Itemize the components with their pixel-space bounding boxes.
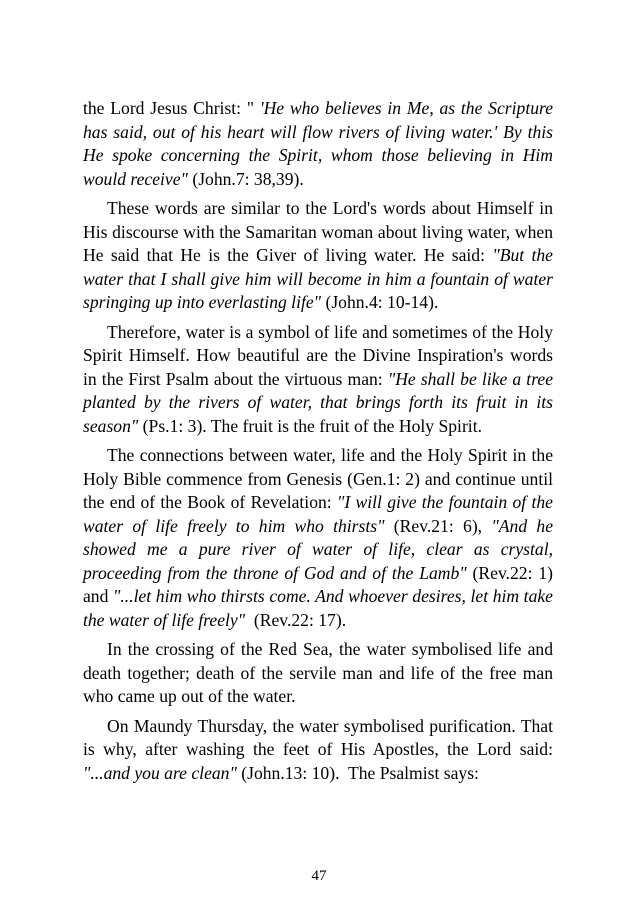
reference-citation: (Rev.22: 17). [245, 609, 347, 630]
text-segment: In the crossing of the Red Sea, the water symbolised life and death together; death of the servile man and life of the free man who came up out of the water. [83, 639, 553, 706]
paragraph-1 [83, 97, 553, 191]
text-segment: The connections between water, life and the Holy Spirit in the Holy Bible commence from Genesis (Gen.1: 2) and continue until the end of the Book of Revelation: [83, 445, 553, 512]
text-segment: (Ps.1: 3). The fruit is the fruit of the Holy Spirit. [138, 415, 482, 436]
scripture-quote: "But the water that I shall give him will become in him a fountain of water springing up into everlasting life" [83, 245, 553, 312]
text-segment: the Lord Jesus Christ: " [83, 98, 260, 118]
page-number: 47 [311, 868, 327, 884]
paragraph-6 [83, 715, 553, 786]
reference-citation: (Rev.22: 1) and [83, 562, 553, 606]
text-segment: These words are similar to the Lord's words about Himself in His discourse with the Samaritan woman about living water, when He said that He is the Giver of living water. He said: [83, 198, 553, 265]
paragraph-3 [83, 321, 553, 439]
reference-citation: (John.4: 10-14). [321, 292, 439, 312]
scripture-quote: "And he showed me a pure river of water of life, clear as crystal, proceeding from the throne of God and of the Lamb" [83, 515, 554, 583]
scripture-quote: "I will give the fountain of the water of life freely to him who thirsts" [83, 492, 553, 536]
paragraph-2 [83, 197, 553, 315]
paragraph-4 [83, 444, 553, 632]
text-segment: Therefore, water is a symbol of life and sometimes of the Holy Spirit Himself. How beautiful are the Divine Inspiration's words in the First Psalm about the virtuous man: [83, 321, 553, 389]
scripture-quote: "...let him who thirsts come. And whoever desires, let him take the water of life freely" [83, 586, 553, 630]
scripture-quote: "...and you are clean" [83, 762, 237, 783]
scripture-quote: 'He who believes in Me, as the Scripture has said, out of his heart will flow rivers of living water.' By this He spoke concerning the Spirit, whom those believing in Him would receive" [83, 98, 554, 189]
text-segment: On Maundy Thursday, the water symbolised purification. That is why, after washing the feet of His Apostles, the Lord said: [83, 715, 553, 759]
text-segment: (John.13: 10). The Psalmist says: [236, 762, 479, 783]
scripture-quote: "He shall be like a tree planted by the rivers of water, that brings forth its fruit in its season" [83, 368, 554, 436]
reference-citation: (Rev.21: 6), [384, 515, 492, 536]
page-body [83, 97, 553, 791]
reference-citation: (John.7: 38,39). [187, 168, 304, 189]
paragraph-5 [83, 638, 553, 709]
